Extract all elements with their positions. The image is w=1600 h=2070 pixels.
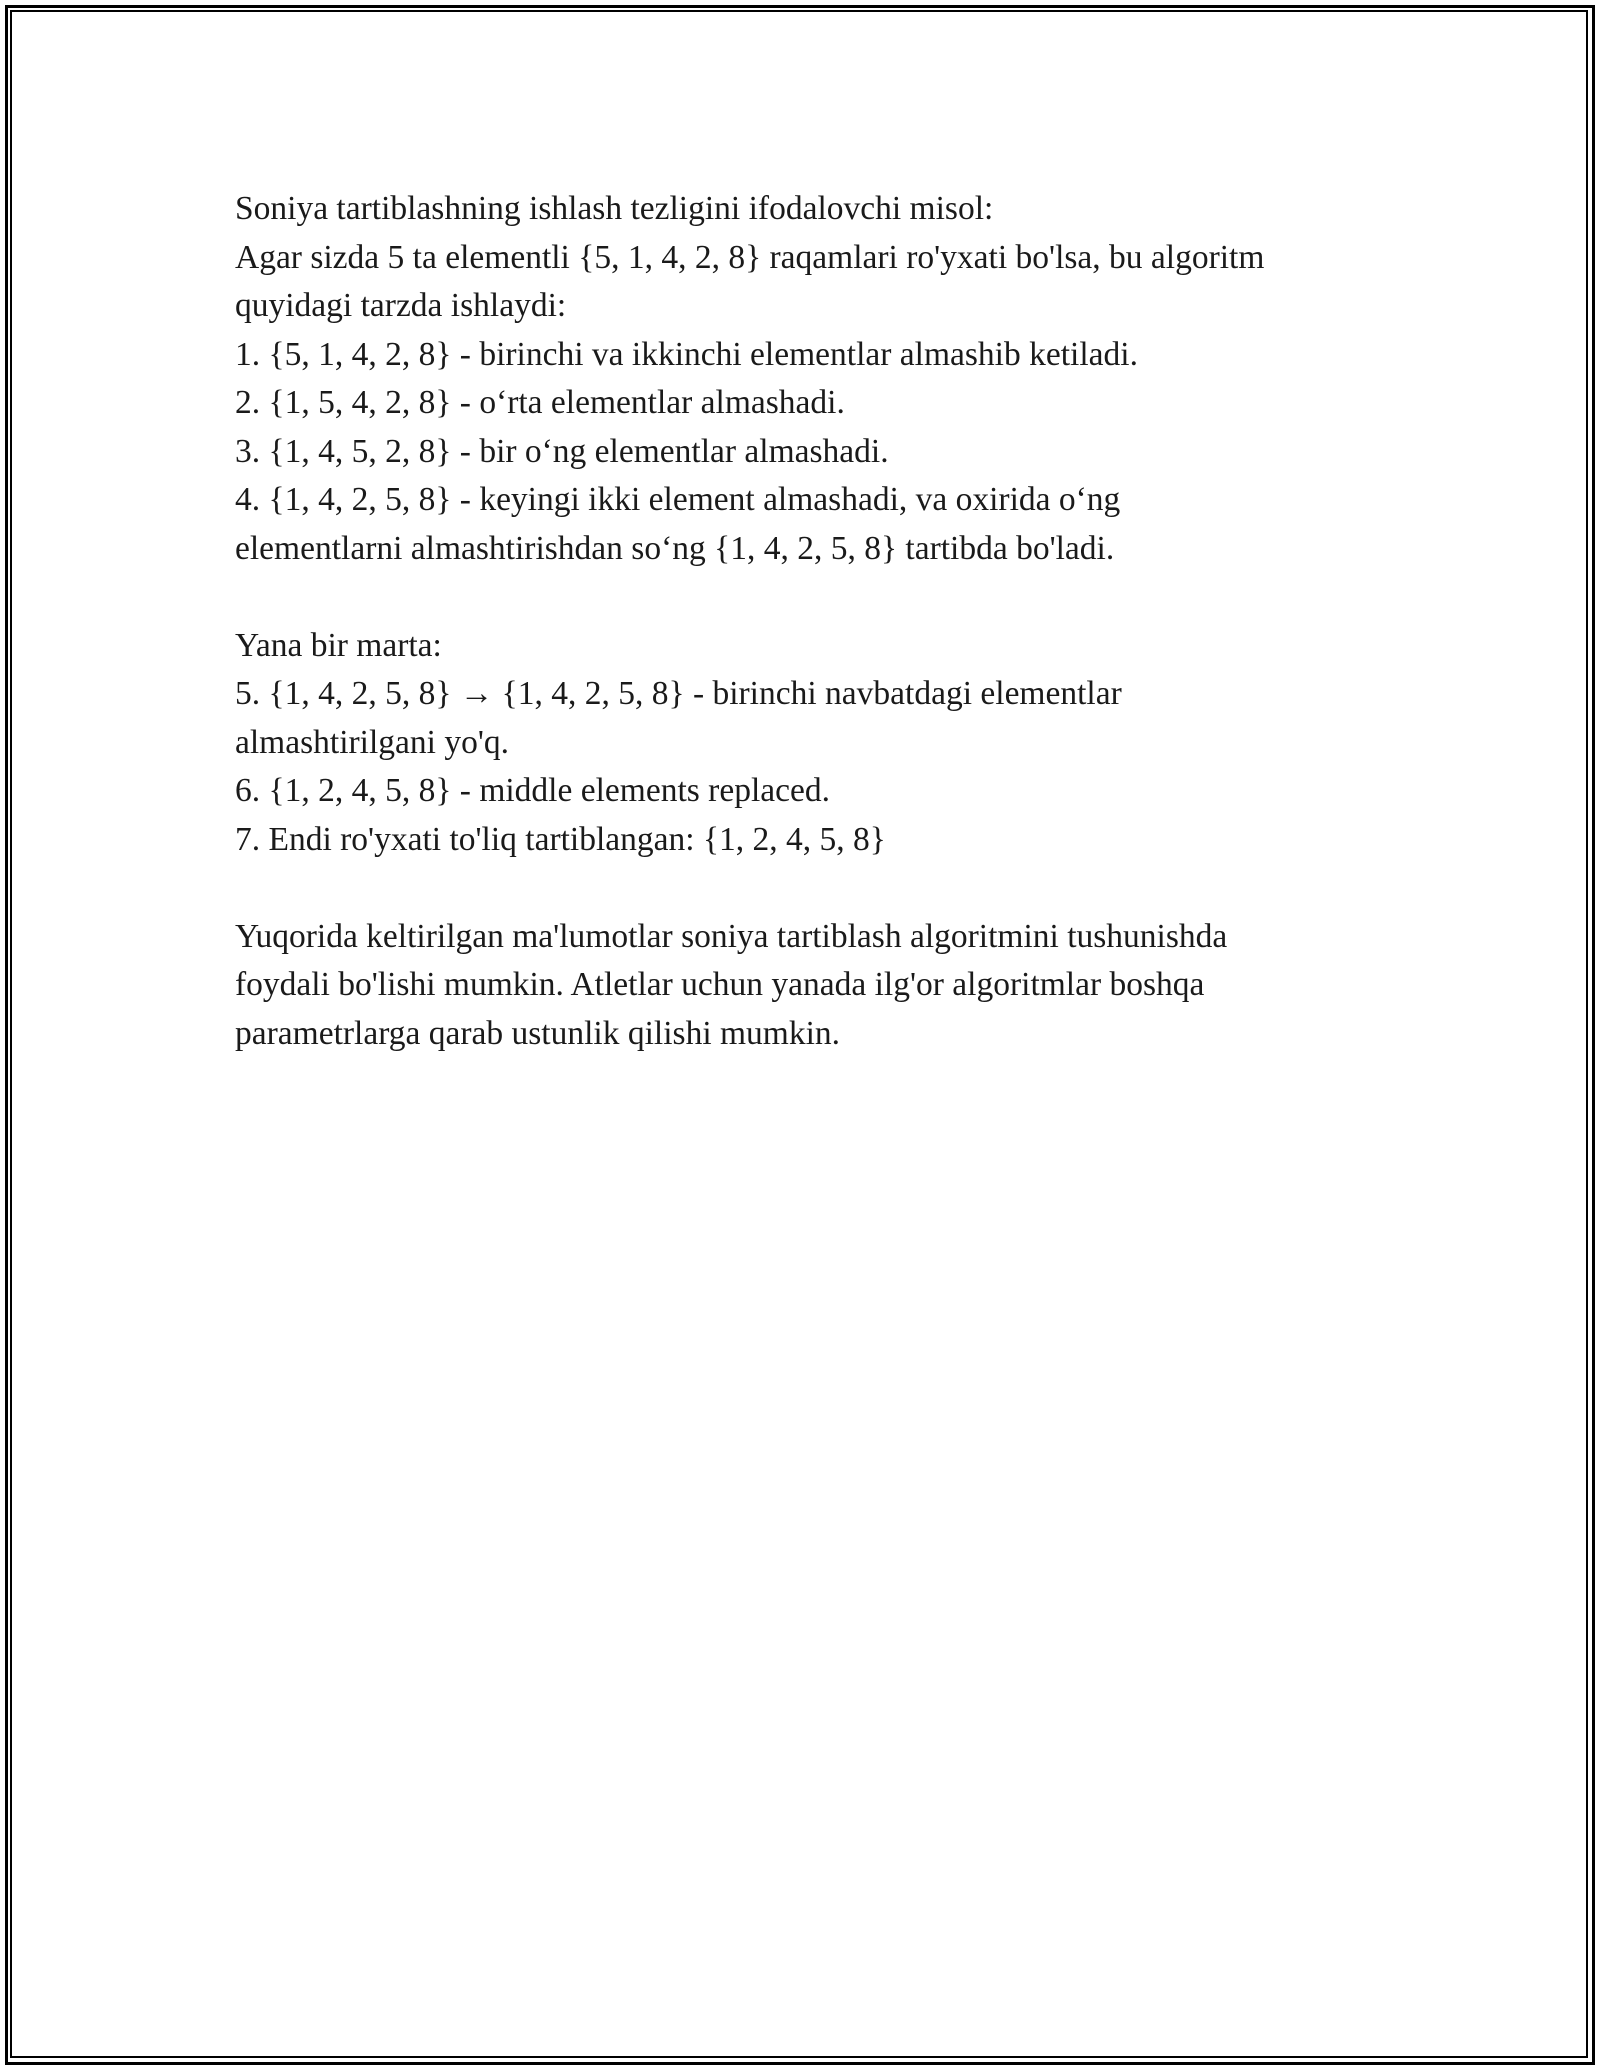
step-line: elementlarni almashtirishdan so‘ng {1, 4, 2, 5, 8} tartibda bo'ladi. [235,529,1115,567]
document-body [235,185,1415,1058]
second-pass-heading: Yana bir marta: [235,626,442,664]
conclusion-line: parametrlarga qarab ustunlik qilishi mumkin. [235,1014,841,1052]
first-pass-steps [235,331,1415,574]
step-line: 1. {5, 1, 4, 2, 8} - birinchi va ikkinchi elementlar almashib ketiladi. [235,335,1138,373]
step-line: 6. {1, 2, 4, 5, 8} - middle elements replaced. [235,772,830,809]
intro-line: Agar sizda 5 ta elementli {5, 1, 4, 2, 8} raqamlari ro'yxati bo'lsa, bu algoritm [235,238,1265,276]
conclusion-paragraph [235,913,1415,1059]
intro-paragraph [235,185,1415,331]
conclusion-line: foydali bo'lishi mumkin. Atletlar uchun yanada ilg'or algoritmlar boshqa [235,966,1205,1003]
intro-line: Soniya tartiblashning ishlash tezligini ifodalovchi misol: [235,190,994,227]
step-line: 3. {1, 4, 5, 2, 8} - bir o‘ng elementlar almashadi. [235,432,889,470]
step-line: 7. Endi ro'yxati to'liq tartiblangan: {1, 2, 4, 5, 8} [235,820,886,858]
paragraph-gap [235,573,1415,622]
step-line: 2. {1, 5, 4, 2, 8} - o‘rta elementlar almashadi. [235,384,845,421]
paragraph-gap [235,864,1415,913]
conclusion-line: Yuqorida keltirilgan ma'lumotlar soniya tartiblash algoritmini tushunishda [235,917,1228,955]
step-line: 5. {1, 4, 2, 5, 8} → {1, 4, 2, 5, 8} - birinchi navbatdagi elementlar [235,675,1122,712]
second-pass-section [235,622,1415,865]
intro-line: quyidagi tarzda ishlaydi: [235,287,567,324]
step-line: 4. {1, 4, 2, 5, 8} - keyingi ikki element almashadi, va oxirida o‘ng [235,481,1121,518]
step-line: almashtirilgani yo'q. [235,723,509,761]
